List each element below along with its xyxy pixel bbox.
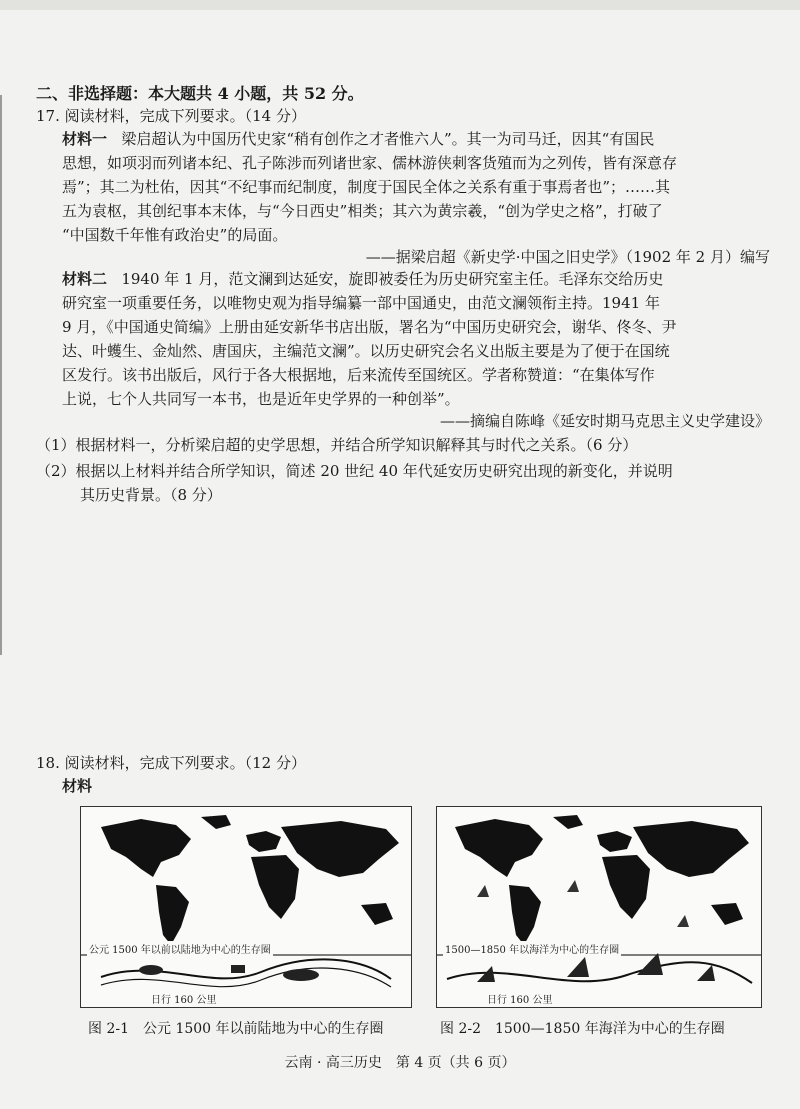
margin-line bbox=[0, 95, 16, 655]
q17-heading: 17. 阅读材料，完成下列要求。（14 分） bbox=[36, 107, 306, 125]
material1-label: 材料一 bbox=[62, 130, 108, 148]
material1-text: 梁启超认为中国历代史家“稍有创作之才者惟六人”。其一为司马迁，因其“有国民 bbox=[121, 130, 655, 148]
map2-inner-label: 1500—1850 年以海洋为中心的生存圈 bbox=[443, 941, 621, 956]
q18-material-label: 材料 bbox=[62, 777, 93, 795]
material2-line-4: 达、叶蠖生、金灿然、唐国庆，主编范文澜”。以历史研究会名义出版主要是为了便于在国统 bbox=[62, 342, 670, 360]
q17-question-2-cont: 其历史背景。（8 分） bbox=[80, 486, 222, 504]
section-title: 二、非选择题：本大题共 4 小题，共 52 分。 bbox=[36, 84, 364, 103]
q17-question-2: （2）根据以上材料并结合所学知识，简述 20 世纪 40 年代延安历史研究出现的新变化，并说明 bbox=[36, 462, 673, 480]
material1-line-4: 五为袁枢，其创纪事本末体，与“今日西史”相类；其六为黄宗羲，“创为学史之格”，打破了 bbox=[62, 202, 663, 220]
material1-line-3: 焉”；其二为杜佑，因其“不纪事而纪制度，制度于国民全体之关系有重于事焉者也”；……其 bbox=[62, 178, 671, 196]
map1-day-label: 日行 160 公里 bbox=[151, 995, 217, 1006]
material2-label: 材料二 bbox=[62, 270, 108, 288]
q17-question-1: （1）根据材料一，分析梁启超的史学思想，并结合所学知识解释其与时代之关系。（6 分） bbox=[36, 436, 638, 454]
map-land-centered bbox=[80, 806, 412, 1008]
material2-line-1 bbox=[62, 268, 772, 290]
material2-line-6: 上说，七个人共同写一本书，也是近年史学界的一种创举”。 bbox=[62, 390, 460, 408]
map-ocean-centered bbox=[436, 806, 762, 1008]
map2-day-label: 日行 160 公里 bbox=[487, 995, 553, 1006]
material2-line-2: 研究室一项重要任务，以唯物史观为指导编纂一部中国通史，由范文澜领衔主持。1941 年 bbox=[62, 294, 660, 312]
material1-line-1 bbox=[62, 128, 772, 150]
material2-text: 1940 年 1 月，范文澜到达延安，旋即被委任为历史研究室主任。毛泽东交给历史 bbox=[121, 270, 664, 288]
map1-caption: 图 2-1 公元 1500 年以前陆地为中心的生存圈 bbox=[88, 1021, 384, 1037]
q18-heading: 18. 阅读材料，完成下列要求。（12 分） bbox=[36, 754, 306, 772]
material1-source: ——据梁启超《新史学·中国之旧史学》（1902 年 2 月）编写 bbox=[365, 248, 770, 266]
world-map-2 bbox=[437, 807, 761, 1007]
material1-line-5: “中国数千年惟有政治史”的局面。 bbox=[62, 226, 288, 244]
world-map-1 bbox=[81, 807, 411, 1007]
maps-row bbox=[80, 806, 760, 1016]
map1-inner-label: 公元 1500 年以前以陆地为中心的生存圈 bbox=[87, 941, 273, 956]
page-footer: 云南 · 高三历史 第 4 页（共 6 页） bbox=[284, 1055, 516, 1071]
material2-line-5: 区发行。该书出版后，风行于各大根据地，后来流传至国统区。学者称赞道：“在集体写作 bbox=[62, 366, 655, 384]
material2-source: ——摘编自陈峰《延安时期马克思主义史学建设》 bbox=[439, 412, 770, 430]
material1-line-2: 思想，如项羽而列诸本纪、孔子陈涉而列诸世家、儒林游侠刺客货殖而为之列传，皆有深意存 bbox=[62, 154, 678, 172]
scan-edge bbox=[0, 0, 800, 10]
map2-caption: 图 2-2 1500—1850 年海洋为中心的生存圈 bbox=[440, 1021, 725, 1037]
material2-line-3: 9 月，《中国通史简编》上册由延安新华书店出版，署名为“中国历史研究会，谢华、佟冬、尹 bbox=[62, 318, 677, 336]
